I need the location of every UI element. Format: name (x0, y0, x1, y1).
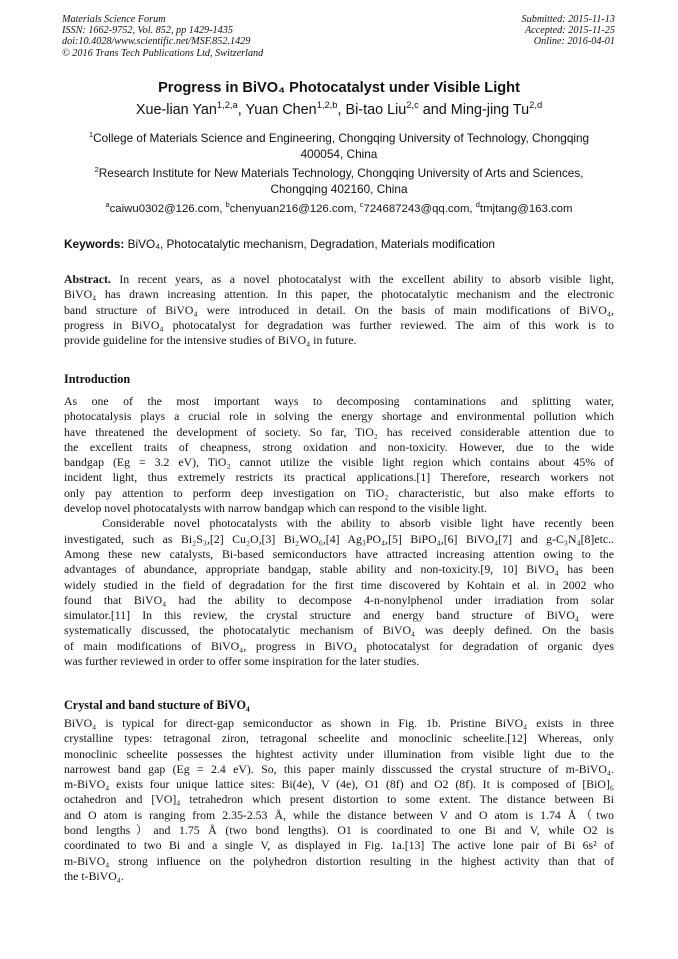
email-sup: d (475, 200, 480, 210)
keywords (64, 237, 616, 252)
text-line: bond lengths）and 1.75 Å (two bond lengths). O1 is coordinated to one Bi and V, while O2 is (64, 823, 614, 838)
paper-title: Progress in BiVO₄ Photocatalyst under Visible Light (158, 80, 520, 96)
doi-line: doi:10.4028/www.scientific.net/MSF.852.1429 (62, 36, 251, 48)
keywords-label: Keywords: (64, 237, 125, 251)
affiliation-line: Chongqing 402160, China (270, 181, 408, 196)
author-sup: 1,2,b (316, 100, 338, 111)
abstract-line: BiVO₄ has drawn increasing attention. In this paper, the photocatalytic mechanism and the electronic (64, 287, 614, 302)
email-sup: a (105, 200, 110, 210)
abstract-line: provide guideline for the intensive studies of BiVO₄ in future. (64, 333, 357, 348)
affiliation-2 (70, 166, 608, 197)
introduction-heading: Introduction (64, 372, 131, 386)
copyright-line: © 2016 Trans Tech Publications Ltd, Switzerland (62, 47, 264, 59)
text-line: crystalline types: tetragonal ziron, tetragonal scheelite and monoclinic scheelite.[12] Whereas, only (64, 731, 614, 746)
text-line: only pay attention to perform deep investigation on TiO₂ characteristic, but also make efforts to (64, 485, 614, 500)
text-line: m-BiVO₄ exists four unique lattice sites: Bi(4e), V (4e), O1 (8f) and O2 (8f). It is composed of [BiO]₆ (64, 777, 614, 792)
author-sup: 1,2,a (216, 100, 238, 111)
abstract-line: progress in BiVO₄ photocatalyst for degradation was further reviewed. The aim of this work is to (64, 317, 614, 332)
issn-line: ISSN: 1662-9752, Vol. 852, pp 1429-1435 (62, 25, 233, 37)
email-address[interactable]: caiwu0302@126.com, (109, 203, 223, 215)
text-line: the t-BiVO₄. (64, 868, 124, 883)
text-line: coordinated to two Bi and a single V, as displayed in Fig. 1a.[13] The active lone pair of Bi 6s² of (64, 838, 614, 853)
text-line: and O atom is ranging from 2.35-2.53 Å, while the distance between V and O atom is 1.74 Å（two (64, 807, 614, 822)
author-name: Bi-tao Liu (345, 102, 407, 118)
text-line: have threatened the development of society. So far, TiO₂ has received considerable attention due to (64, 424, 614, 439)
email-list (0, 202, 678, 217)
affiliation-line: Research Institute for New Materials Technology, Chongqing University of Arts and Sciences, (98, 166, 584, 180)
text-line: systematically discussed, the photocatalytic mechanism of BiVO₄ was deeply defined. On the basis (64, 623, 614, 638)
author-list: Xue-lian Yan$^{1,2,a}$, Yuan Chen$^{1,2,b}$, Bi-tao Liu$^{2,c}$ and Ming-jing Tu$^{2,d}$ (135, 100, 543, 118)
author-name: Ming-jing Tu (450, 102, 530, 118)
affiliation-line: College of Materials Science and Engineering, Chongqing University of Technology, Chongqing (93, 131, 590, 145)
text-line: photocatalysis plays a crucial role in solving the energy shortage and environmental pollution which (64, 409, 614, 424)
text-line: incident light, thus extremely restricts its practical applications.[1] Therefore, research workers not (64, 470, 614, 485)
text-line: simulator.[11] In this review, the crystal structure and energy band structure of BiVO₄ were (64, 608, 614, 623)
email-address[interactable]: 724687243@qq.com, (363, 203, 473, 215)
text-line: the excellent traits of cheapness, strong oxidation and non-toxicity. However, due to the wide (64, 439, 614, 454)
abstract (64, 272, 614, 348)
text-line: narrowest band gap (Eg = 2.4 eV). So, this paper mainly disscussed the crystal structure of m-BiVO₄. (64, 761, 614, 776)
affiliation-sup: 1 (88, 130, 94, 140)
affiliation-1 (70, 131, 608, 162)
crystal-body (64, 716, 614, 884)
text-line: investigated, such as Bi₂S₃,[2] Cu₂O,[3] Bi₂WO₆,[4] Ag₃PO₄,[5] BiPO₄,[6] BiVO₄[7] and g-C₃N₄[8]etc.. (64, 531, 614, 546)
submitted-date: Submitted: 2015-11-13 (521, 14, 615, 25)
abstract-text: In recent years, as a novel photocatalyst with the excellent ability to absorb visible light, (119, 272, 614, 286)
text-line: develop novel photocatalysts with narrow bandgap which can respond to the visible light. (64, 501, 487, 516)
journal-info (62, 14, 263, 59)
author-name: Xue-lian Yan (135, 102, 217, 118)
abstract-line: band structure of BiVO₄ were introduced in detail. On the basis of main modifications of BiVO₄, (64, 302, 614, 317)
email-address[interactable]: chenyuan216@126.com, (229, 203, 357, 215)
keywords-text: BiVO₄, Photocatalytic mechanism, Degradation, Materials modification (127, 237, 495, 251)
crystal-heading: Crystal and band stucture of BiVO₄ (64, 698, 250, 712)
text-line: bandgap (Eg = 3.2 eV), TiO₂ cannot utilize the visible light region which contains about 45% of (64, 455, 614, 470)
author-name: Yuan Chen (245, 102, 317, 118)
text-line: of main modifications of BiVO₄, progress in BiVO₄ photocatalyst for degradation of organic dyes (64, 638, 614, 653)
dates-info (522, 14, 615, 48)
affiliation-line: 400054, China (300, 146, 378, 161)
online-date: Online: 2016-04-01 (533, 36, 615, 48)
journal-name: Materials Science Forum (62, 14, 166, 25)
text-line: advantages of abundance, appropriate bandgap, stable ability and non-toxicity.[9, 10] BiVO₄ has been (64, 562, 614, 577)
author-sup: 2,c (406, 100, 419, 111)
text-line: As one of the most important ways to decomposing contaminations and splitting water, (64, 394, 614, 408)
introduction-body (64, 394, 614, 669)
text-line: was further reviewed in order to offer some inspiration for the later studies. (64, 654, 420, 669)
abstract-line (64, 272, 614, 287)
text-line: BiVO₄ is typical for direct-gap semiconductor as shown in Fig. 1b. Pristine BiVO₄ exists in three (64, 716, 614, 730)
affiliation-sup: 2 (94, 165, 99, 175)
text-line: m-BiVO₄ strong influence on the polyhedron distortion resulting in the highest activity than that of (64, 853, 614, 868)
email-sup: c (359, 200, 364, 210)
email-sup: b (225, 200, 230, 210)
accepted-date: Accepted: 2015-11-25 (524, 25, 615, 37)
text-line: monoclinic scheelite possesses the hightest activity under illumination from visible light due to the (64, 746, 614, 761)
text-line: found that BiVO₄ had the ability to decompose 4-n-nonylphenol under irradiation from solar (64, 592, 614, 607)
email-address[interactable]: tmjtang@163.com (479, 203, 573, 215)
author-sup: 2,d (529, 100, 543, 111)
abstract-label: Abstract. (64, 272, 111, 286)
text-line: widely studied in the field of degradation for the first time discovered by Kohtain et al. in 2002 who (64, 577, 614, 592)
text-line: Among these new catalysts, Bi-based semiconductors have attracted increasing attention owing to the (64, 546, 614, 561)
text-line: Considerable novel photocatalysts with the ability to absorb visible light have recently been (64, 516, 614, 531)
text-line: octahedron and [VO]₄ tetrahedron which present distortion to some extent. The distance between Bi (64, 792, 614, 807)
